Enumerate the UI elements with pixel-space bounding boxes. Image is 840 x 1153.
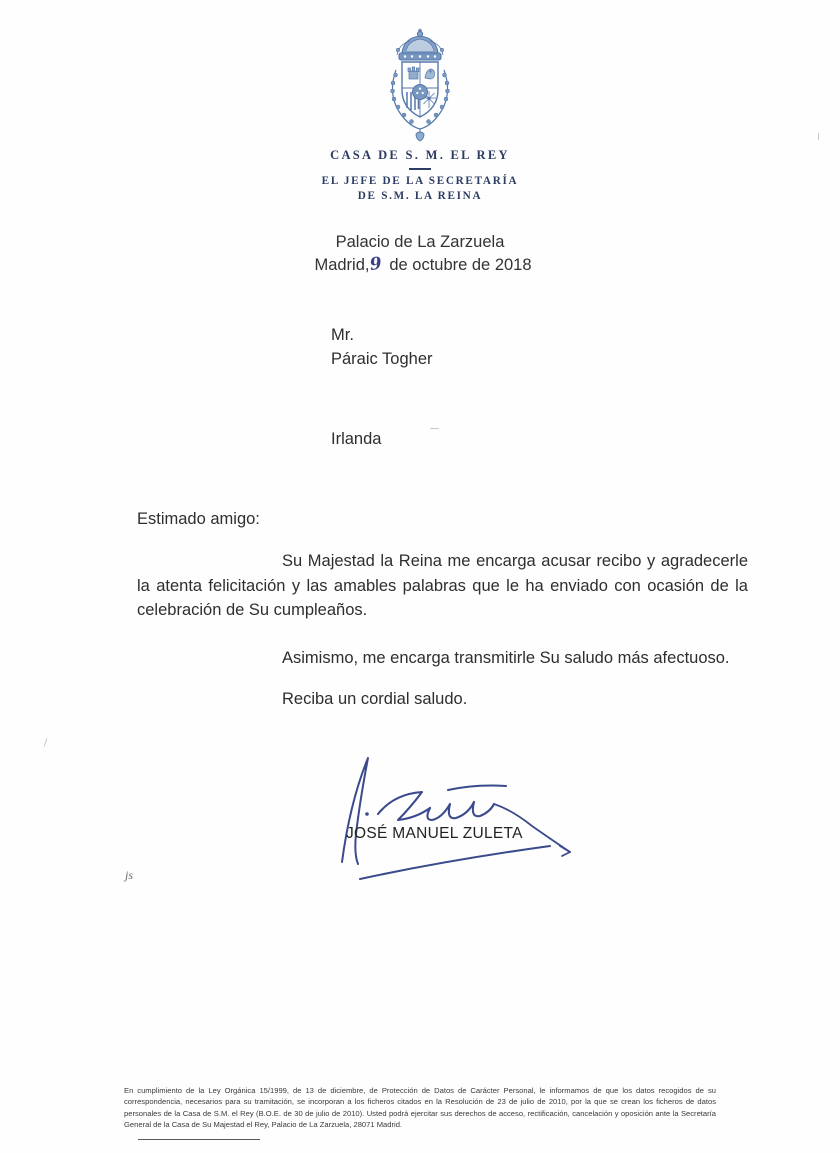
footer-rule	[138, 1139, 260, 1140]
addressee-country: Irlanda	[331, 430, 382, 448]
addressee-name: Páraic Togher	[331, 350, 433, 368]
body-paragraph-1: Su Majestad la Reina me encarga acusar recibo y agradecerle la atenta felicitación y las amables palabras que le ha enviado con ocasión de la celebración de Su cumpleaños.	[137, 552, 748, 619]
scan-speck	[430, 428, 439, 429]
signer-printed-name: JOSÉ MANUEL ZULETA	[346, 825, 523, 842]
letterhead-divider	[409, 168, 431, 170]
letterhead-line-casa-del-rey: CASA DE S. M. EL REY	[330, 148, 510, 162]
handwritten-signature	[298, 742, 628, 892]
addressee-block	[331, 323, 433, 371]
salutation: Estimado amigo:	[137, 510, 260, 528]
handwritten-day-number: 9	[369, 253, 384, 276]
place-line: Palacio de La Zarzuela	[335, 233, 505, 251]
scan-speck	[43, 738, 47, 747]
letterhead-text	[0, 148, 840, 202]
addressee-title: Mr.	[331, 326, 354, 344]
crest-container	[0, 26, 840, 144]
footer-legal-notice: En cumplimiento de la Ley Orgánica 15/1999, de 13 de diciembre, de Protección de Datos de Carácter Personal, le informamos de que los datos recogidos de su correspondencia, necesarios para su tramitación, se incorporan a los ficheros citados en la Resolución de 23 de julio de 2010, por la que se crean los ficheros de datos personales de la Casa de S.M. el Rey (B.O.E. de 30 de julio de 2010). Usted podrá ejercitar sus derechos de acceso, rectificación, cancelación y oposición ante la Secretaría General de la Casa de Su Majestad el Rey, Palacio de La Zarzuela, 28071 Madrid.	[124, 1086, 716, 1130]
letter-body	[137, 549, 748, 712]
scan-speck	[818, 133, 819, 140]
royal-coat-of-arms-icon	[372, 26, 468, 144]
date-line	[0, 254, 840, 277]
signature-block	[298, 742, 628, 892]
date-month-year: de octubre de 2018	[389, 256, 532, 274]
letterhead-line-jefe-secretaria: EL JEFE DE LA SECRETARÍA	[321, 174, 519, 187]
place-and-date	[0, 231, 840, 277]
date-city-prefix: Madrid,	[314, 256, 370, 274]
typist-initials: js	[125, 868, 134, 882]
letterhead-line-sm-la-reina: DE S.M. LA REINA	[357, 189, 483, 202]
body-paragraph-3: Reciba un cordial saludo.	[282, 690, 468, 708]
body-paragraph-2: Asimismo, me encarga transmitirle Su saludo más afectuoso.	[282, 648, 730, 667]
